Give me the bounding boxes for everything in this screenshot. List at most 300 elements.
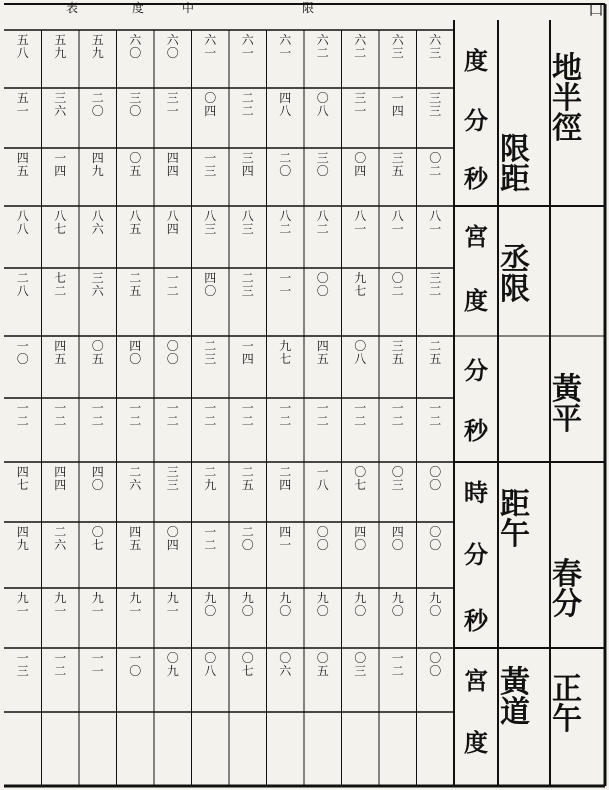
cell-char: 四 <box>204 271 217 285</box>
cell-char: 一 <box>166 603 179 618</box>
cell-char: 〇 <box>391 465 404 479</box>
cell-char: 八 <box>354 209 367 223</box>
table-cell <box>6 92 40 146</box>
table-cell <box>306 652 340 710</box>
cell-char: 一 <box>54 651 67 665</box>
cell-char: 九 <box>391 591 404 605</box>
table-cell <box>194 466 228 520</box>
cell-char: 六 <box>279 33 292 47</box>
cell-char: 七 <box>54 271 67 285</box>
cell-char: 五 <box>316 663 329 678</box>
cell-char: 〇 <box>429 603 442 618</box>
table-cell <box>6 402 40 460</box>
cell-char: 三 <box>91 271 104 285</box>
cell-char: 九 <box>16 537 29 552</box>
header-zheng-wu <box>552 655 602 755</box>
table-cell <box>194 152 228 204</box>
cell-char: 九 <box>16 591 29 605</box>
cell-char: 〇 <box>354 339 367 353</box>
cell-char: 九 <box>316 591 329 605</box>
table-cell <box>156 152 190 204</box>
cell-char: 六 <box>316 33 329 47</box>
table-cell <box>44 402 78 460</box>
cell-char: 八 <box>16 209 29 223</box>
cell-char: 二 <box>129 465 142 479</box>
cell-char: 二 <box>91 413 104 428</box>
cell-char: 九 <box>354 271 367 285</box>
table-cell <box>419 592 453 646</box>
table-cell <box>119 34 153 86</box>
header-text: 黃平 <box>552 372 582 437</box>
cell-char: 七 <box>16 477 29 492</box>
cell-char: 一 <box>241 45 254 60</box>
cell-char: 五 <box>241 477 254 492</box>
cell-char: 三 <box>241 151 254 165</box>
table-cell <box>419 34 453 86</box>
cell-char: 四 <box>279 477 292 492</box>
cell-char: 二 <box>316 45 329 60</box>
header-di-ban-jing <box>552 34 602 164</box>
table-cell <box>6 340 40 396</box>
table-cell <box>306 272 340 334</box>
cell-char: 四 <box>166 151 179 165</box>
header-xian-ju <box>500 120 550 210</box>
cell-char: 六 <box>129 33 142 47</box>
table-cell <box>231 92 265 146</box>
table-cell <box>156 652 190 710</box>
cell-char: 〇 <box>241 603 254 618</box>
cell-char: 二 <box>279 465 292 479</box>
cell-char: 二 <box>391 413 404 428</box>
cell-char: 三 <box>429 45 442 60</box>
unit-shi: 時 <box>464 477 488 507</box>
cell-char: 八 <box>241 209 254 223</box>
cell-char: 五 <box>129 537 142 552</box>
cell-char: 四 <box>54 339 67 353</box>
cell-char: 三 <box>166 477 179 492</box>
cell-char: 〇 <box>391 537 404 552</box>
cell-char: 一 <box>204 401 217 415</box>
table-cell <box>381 152 415 204</box>
table-cell <box>306 526 340 586</box>
cell-char: 六 <box>166 33 179 47</box>
cell-char: 二 <box>354 413 367 428</box>
table-cell <box>231 34 265 86</box>
cell-char: 九 <box>241 591 254 605</box>
table-cell <box>306 592 340 646</box>
unit-gong-1: 宮 <box>464 221 488 251</box>
cell-char: 九 <box>204 477 217 492</box>
cell-char: 一 <box>16 103 29 118</box>
cell-char: 七 <box>354 283 367 298</box>
table-cell <box>194 34 228 86</box>
table-cell <box>381 466 415 520</box>
cell-char: 〇 <box>354 651 367 665</box>
cell-char: 四 <box>241 163 254 178</box>
cell-char: 五 <box>16 163 29 178</box>
table-cell <box>44 210 78 266</box>
table-cell <box>381 652 415 710</box>
header-ju-wu <box>500 475 550 565</box>
table-cell <box>269 526 303 586</box>
cell-char: 二 <box>241 91 254 105</box>
table-cell <box>344 652 378 710</box>
cell-char: 八 <box>316 209 329 223</box>
cell-char: 四 <box>241 351 254 366</box>
cell-char: 一 <box>54 401 67 415</box>
cell-char: 四 <box>391 525 404 539</box>
cell-char: 二 <box>354 45 367 60</box>
cell-char: 〇 <box>279 603 292 618</box>
table-cell <box>419 466 453 520</box>
table-cell <box>6 466 40 520</box>
cell-char: 三 <box>129 91 142 105</box>
cell-char: 一 <box>354 401 367 415</box>
table-cell <box>6 526 40 586</box>
cell-char: 二 <box>429 163 442 178</box>
cell-char: 〇 <box>316 537 329 552</box>
cell-char: 九 <box>166 591 179 605</box>
cell-char: 二 <box>241 413 254 428</box>
cell-char: 〇 <box>316 271 329 285</box>
cell-char: 三 <box>429 103 442 118</box>
cell-char: 一 <box>354 221 367 236</box>
cell-char: 八 <box>91 209 104 223</box>
cell-char: 六 <box>391 33 404 47</box>
cell-char: 九 <box>54 45 67 60</box>
table-cell <box>381 526 415 586</box>
table-cell <box>419 152 453 204</box>
cell-char: 九 <box>129 591 142 605</box>
cell-char: 二 <box>204 537 217 552</box>
cell-char: 〇 <box>354 151 367 165</box>
cell-char: 二 <box>54 413 67 428</box>
table-cell <box>81 592 115 646</box>
table-cell <box>44 652 78 710</box>
header-text: 地半徑 <box>552 51 582 146</box>
table-cell <box>156 592 190 646</box>
cell-char: 一 <box>16 401 29 415</box>
table-cell <box>269 652 303 710</box>
header-chun-fen <box>552 540 602 640</box>
cell-char: 〇 <box>429 477 442 492</box>
table-cell <box>344 466 378 520</box>
cell-char: 二 <box>54 663 67 678</box>
cell-char: 一 <box>16 603 29 618</box>
cell-char: 〇 <box>204 283 217 298</box>
table-cell <box>119 466 153 520</box>
cell-char: 六 <box>354 33 367 47</box>
cell-char: 二 <box>129 413 142 428</box>
cell-char: 〇 <box>166 351 179 366</box>
cell-char: 一 <box>16 651 29 665</box>
table-cell <box>81 340 115 396</box>
cell-char: 五 <box>54 351 67 366</box>
table-cell <box>419 652 453 710</box>
cell-char: 〇 <box>129 151 142 165</box>
table-cell <box>269 466 303 520</box>
cell-char: 〇 <box>166 651 179 665</box>
cell-char: 二 <box>391 283 404 298</box>
cell-char: 二 <box>241 525 254 539</box>
cell-char: 一 <box>204 45 217 60</box>
table-cell <box>119 272 153 334</box>
cell-char: 五 <box>16 33 29 47</box>
table-cell <box>156 34 190 86</box>
cell-char: 〇 <box>354 537 367 552</box>
cell-char: 〇 <box>129 103 142 118</box>
cell-char: 三 <box>429 271 442 285</box>
table-cell <box>44 466 78 520</box>
cell-char: 一 <box>129 401 142 415</box>
cell-char: 三 <box>391 339 404 353</box>
table-cell <box>231 340 265 396</box>
table-cell <box>81 92 115 146</box>
cell-char: 四 <box>16 465 29 479</box>
cell-char: 七 <box>354 477 367 492</box>
cell-char: 八 <box>279 103 292 118</box>
cell-char: 五 <box>129 221 142 236</box>
cell-char: 二 <box>241 465 254 479</box>
table-cell <box>306 466 340 520</box>
header-text: 距午 <box>500 487 530 552</box>
cell-char: 二 <box>429 283 442 298</box>
cell-char: 一 <box>166 103 179 118</box>
cell-char: 〇 <box>129 663 142 678</box>
cell-char: 九 <box>429 591 442 605</box>
cell-char: 三 <box>204 221 217 236</box>
table-cell <box>44 526 78 586</box>
cell-char: 〇 <box>166 525 179 539</box>
table-cell <box>81 526 115 586</box>
table-cell <box>6 210 40 266</box>
table-cell <box>381 272 415 334</box>
cell-char: 〇 <box>241 537 254 552</box>
unit-miao-2: 秒 <box>464 415 488 445</box>
cell-char: 〇 <box>91 103 104 118</box>
table-cell <box>81 210 115 266</box>
cell-char: 〇 <box>129 351 142 366</box>
header-text: 丞限 <box>500 242 530 307</box>
table-cell <box>231 152 265 204</box>
cell-char: 三 <box>166 91 179 105</box>
cell-char: 二 <box>429 413 442 428</box>
table-cell <box>381 210 415 266</box>
cell-char: 一 <box>279 271 292 285</box>
table-cell <box>231 402 265 460</box>
table-cell <box>44 34 78 86</box>
table-cell <box>6 272 40 334</box>
top-fragment-0: 口 <box>588 0 605 19</box>
cell-char: 六 <box>129 477 142 492</box>
cell-char: 〇 <box>429 663 442 678</box>
table-cell <box>381 402 415 460</box>
cell-char: 一 <box>391 221 404 236</box>
table-cell <box>381 592 415 646</box>
cell-char: 八 <box>429 209 442 223</box>
cell-char: 〇 <box>91 525 104 539</box>
cell-char: 二 <box>91 91 104 105</box>
cell-char: 八 <box>16 283 29 298</box>
cell-char: 九 <box>91 591 104 605</box>
top-fragment-4: 表 <box>65 1 78 15</box>
cell-char: 四 <box>54 465 67 479</box>
cell-char: 九 <box>166 663 179 678</box>
cell-char: 二 <box>16 413 29 428</box>
cell-char: 一 <box>54 151 67 165</box>
cell-char: 二 <box>166 413 179 428</box>
header-text: 春分 <box>552 557 582 622</box>
cell-char: 七 <box>279 351 292 366</box>
cell-char: 三 <box>354 91 367 105</box>
cell-char: 一 <box>279 401 292 415</box>
table-cell <box>381 34 415 86</box>
cell-char: 二 <box>204 413 217 428</box>
cell-char: 一 <box>54 603 67 618</box>
table-cell <box>231 272 265 334</box>
cell-char: 一 <box>279 283 292 298</box>
table-cell <box>194 652 228 710</box>
cell-char: 二 <box>241 271 254 285</box>
table-cell <box>81 402 115 460</box>
cell-char: 四 <box>391 103 404 118</box>
unit-miao-3: 秒 <box>464 605 488 635</box>
cell-char: 二 <box>54 525 67 539</box>
unit-du-1: 度 <box>464 45 488 75</box>
cell-char: 一 <box>429 221 442 236</box>
cell-char: 四 <box>16 525 29 539</box>
table-cell <box>81 652 115 710</box>
cell-char: 六 <box>204 33 217 47</box>
cell-char: 三 <box>204 163 217 178</box>
cell-char: 二 <box>316 413 329 428</box>
cell-char: 一 <box>279 537 292 552</box>
cell-char: 九 <box>354 591 367 605</box>
cell-char: 八 <box>54 209 67 223</box>
cell-char: 五 <box>54 33 67 47</box>
table-cell <box>44 272 78 334</box>
cell-char: 四 <box>91 151 104 165</box>
table-cell <box>44 92 78 146</box>
cell-char: 二 <box>429 339 442 353</box>
cell-char: 九 <box>279 339 292 353</box>
cell-char: 五 <box>91 351 104 366</box>
table-cell <box>269 272 303 334</box>
cell-char: 一 <box>354 103 367 118</box>
cell-char: 三 <box>241 221 254 236</box>
cell-char: 三 <box>391 151 404 165</box>
cell-char: 一 <box>91 663 104 678</box>
cell-char: 四 <box>279 525 292 539</box>
table-cell <box>419 402 453 460</box>
table-cell <box>194 272 228 334</box>
cell-char: 〇 <box>316 283 329 298</box>
table-cell <box>81 466 115 520</box>
cell-char: 一 <box>391 91 404 105</box>
table-cell <box>269 210 303 266</box>
cell-char: 六 <box>54 103 67 118</box>
cell-char: 一 <box>279 45 292 60</box>
cell-char: 七 <box>241 663 254 678</box>
cell-char: 七 <box>54 221 67 236</box>
cell-char: 八 <box>16 221 29 236</box>
table-cell <box>156 526 190 586</box>
cell-char: 三 <box>54 91 67 105</box>
cell-char: 一 <box>16 339 29 353</box>
top-fragment-1: 限 <box>301 1 314 15</box>
table-cell <box>194 210 228 266</box>
table-cell <box>269 592 303 646</box>
cell-char: 四 <box>316 339 329 353</box>
cell-char: 八 <box>166 209 179 223</box>
cell-char: 〇 <box>279 651 292 665</box>
table-cell <box>231 526 265 586</box>
table-cell <box>344 152 378 204</box>
cell-char: 二 <box>241 103 254 118</box>
table-cell <box>344 340 378 396</box>
cell-char: 八 <box>204 209 217 223</box>
table-cell <box>44 152 78 204</box>
cell-char: 六 <box>279 663 292 678</box>
cell-char: 三 <box>429 91 442 105</box>
unit-du-3: 度 <box>464 727 488 757</box>
table-cell <box>269 402 303 460</box>
table-cell <box>231 466 265 520</box>
cell-char: 八 <box>391 209 404 223</box>
top-fragment-3: 中 <box>181 1 194 15</box>
table-cell <box>269 340 303 396</box>
cell-char: 三 <box>316 151 329 165</box>
table-cell <box>306 92 340 146</box>
cell-char: 八 <box>316 477 329 492</box>
table-cell <box>231 592 265 646</box>
cell-char: 一 <box>391 401 404 415</box>
cell-char: 二 <box>54 283 67 298</box>
table-cell <box>194 92 228 146</box>
cell-char: 九 <box>279 591 292 605</box>
table-cell <box>194 402 228 460</box>
cell-char: 六 <box>91 283 104 298</box>
cell-char: 〇 <box>166 339 179 353</box>
cell-char: 〇 <box>316 163 329 178</box>
cell-char: 三 <box>166 465 179 479</box>
table-cell <box>306 34 340 86</box>
cell-char: 二 <box>316 221 329 236</box>
table-cell <box>194 592 228 646</box>
unit-fen-1: 分 <box>464 105 488 135</box>
table-cell <box>381 340 415 396</box>
table-cell <box>81 34 115 86</box>
cell-char: 八 <box>279 209 292 223</box>
cell-char: 〇 <box>316 525 329 539</box>
cell-char: 〇 <box>316 91 329 105</box>
cell-char: 一 <box>166 401 179 415</box>
cell-char: 六 <box>241 33 254 47</box>
table-cell <box>419 272 453 334</box>
cell-char: 一 <box>204 151 217 165</box>
table-cell <box>194 340 228 396</box>
table-cell <box>269 152 303 204</box>
table-cell <box>44 592 78 646</box>
cell-char: 二 <box>16 271 29 285</box>
cell-char: 〇 <box>429 151 442 165</box>
cell-char: 〇 <box>279 163 292 178</box>
cell-char: 九 <box>54 591 67 605</box>
cell-char: 四 <box>166 221 179 236</box>
cell-char: 二 <box>279 413 292 428</box>
table-cell <box>156 92 190 146</box>
table-cell <box>119 652 153 710</box>
